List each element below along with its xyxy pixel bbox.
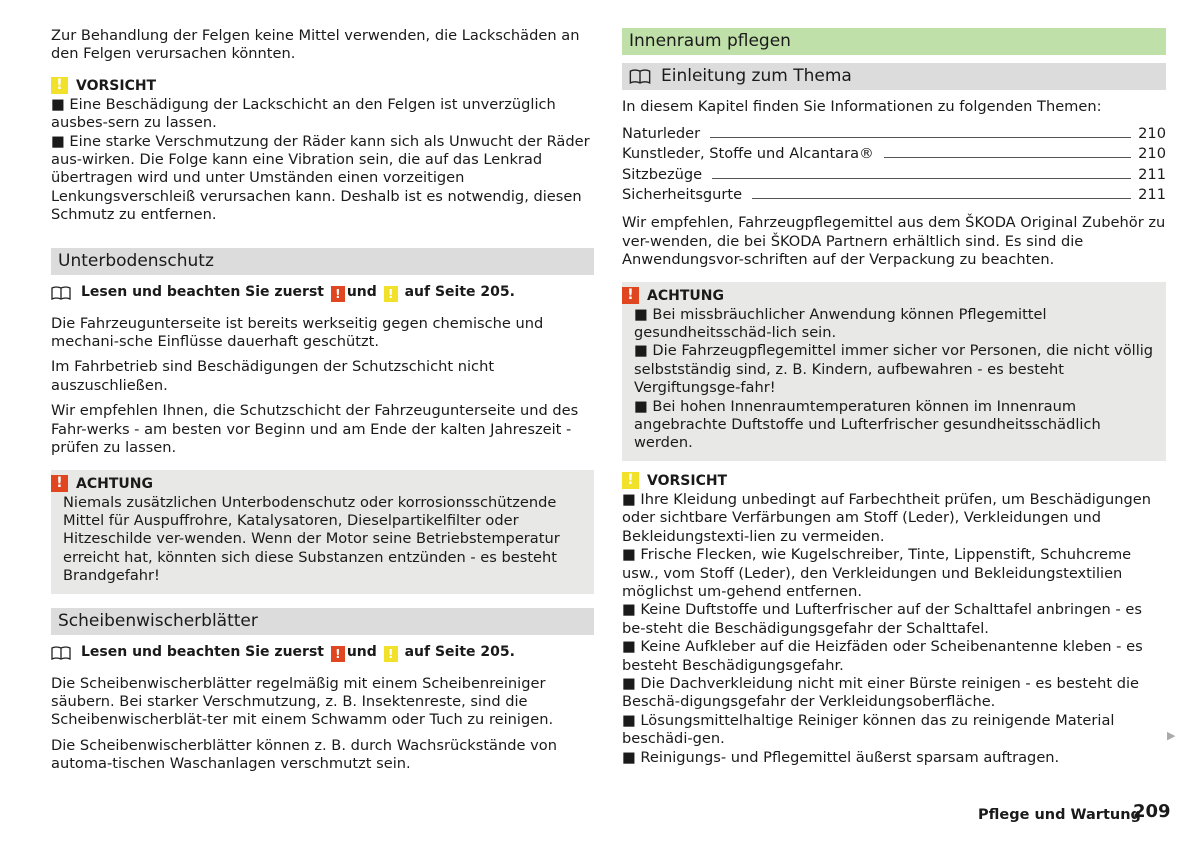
intro-text: In diesem Kapitel finden Sie Informationen zu folgenden Themen: xyxy=(622,98,1102,115)
book-icon xyxy=(51,286,71,300)
left-column xyxy=(51,0,594,774)
vorsicht-title: VORSICHT xyxy=(647,472,728,489)
body-paragraph: Im Fahrbetrieb sind Beschädigungen der Schutzschicht nicht auszuschließen. xyxy=(51,358,495,394)
toc-label: Sitzbezüge xyxy=(622,165,703,183)
footer-section-title: Pflege und Wartung xyxy=(978,807,1141,823)
vorsicht-item: ■ Eine starke Verschmutzung der Räder kann sich als Unwucht der Räder aus-wirken. Die Folge kann eine Vibration sein, die auf das Lenkrad übertragen wird und unter Umständen einen vorzeitigen Lenkungsverschleiß verursachen kann. Deshalb ist es notwendig, diesen Schmutz zu entfernen. xyxy=(51,132,590,224)
book-icon xyxy=(51,646,71,660)
warning-icon: ! xyxy=(384,646,398,662)
reference-line xyxy=(51,643,594,663)
achtung-item: ■ Bei hohen Innenraumtemperaturen können im Innenraum angebrachte Duftstoffe und Lufterfrischer gesundheitsschädlich werden. xyxy=(634,397,1101,452)
toc-label: Kunstleder, Stoffe und Alcantara® xyxy=(622,145,874,162)
toc-label: Naturleder xyxy=(622,124,701,142)
book-icon xyxy=(629,69,651,84)
toc-row xyxy=(622,163,1166,184)
vorsicht-box-innenraum xyxy=(622,471,1166,767)
vorsicht-item: ■ Ihre Kleidung unbedingt auf Farbechtheit prüfen, um Beschädigungen oder sichtbare Verfärbungen am Stoff (Leder), Verkleidungen und Bekleidungstexti-lien zu vermeiden. xyxy=(622,490,1152,545)
vorsicht-item: ■ Eine Beschädigung der Lackschicht an den Felgen ist unverzüglich ausbes-sern zu lassen. xyxy=(51,95,556,132)
recommendation-paragraph: Wir empfehlen, Fahrzeugpflegemittel aus dem ŠKODA Original Zubehör zu ver-wenden, die bei ŠKODA Partnern erhältlich sind. Es sind die Anwendungsvor-schriften auf der Verpackung zu beachten. xyxy=(622,214,1166,269)
toc-page: 211 xyxy=(1138,165,1166,183)
achtung-item: ■ Bei missbräuchlicher Anwendung können Pflegemittel gesundheitsschäd-lich sein. xyxy=(634,305,1047,342)
section-header-unterbodenschutz: Unterbodenschutz xyxy=(51,248,594,275)
warning-icon: ! xyxy=(51,475,68,492)
chapter-header: Innenraum pflegen xyxy=(622,28,1166,55)
toc-row xyxy=(622,184,1166,205)
toc xyxy=(622,122,1166,204)
body-paragraph: Wir empfehlen Ihnen, die Schutzschicht der Fahrzeugunterseite und des Fahr-werks - am besten vor Beginn und am Ende der kalten Jahreszeit - prüfen zu lassen. xyxy=(51,402,579,457)
reference-suffix: auf Seite 205. xyxy=(404,644,515,661)
vorsicht-header xyxy=(51,76,594,96)
reference-and: und xyxy=(346,644,377,661)
body-paragraph: Die Fahrzeugunterseite ist bereits werkseitig gegen chemische und mechani-sche Einflüsse dauerhaft geschützt. xyxy=(51,314,544,351)
achtung-text: Niemals zusätzlichen Unterbodenschutz oder korrosionsschützende Mittel für Auspuffrohre, Katalysatoren, Dieselpartikelfilter oder Hitzeschilde ver-wenden. Wenn der Motor seine Betriebstemperatur erreicht hat, könnten sich diese Substanzen entzünden - es besteht Brandgefahr! xyxy=(63,493,560,585)
achtung-title: ACHTUNG xyxy=(76,475,153,492)
vorsicht-item: ■ Keine Duftstoffe und Lufterfrischer auf der Schalttafel anbringen - es be-steht die Beschädigungsgefahr der Schalttafel. xyxy=(622,601,1142,637)
warning-icon: ! xyxy=(384,286,398,302)
achtung-header xyxy=(622,286,1154,306)
warning-icon: ! xyxy=(331,646,345,662)
warning-icon: ! xyxy=(331,286,345,302)
achtung-header xyxy=(51,474,582,494)
achtung-item: ■ Die Fahrzeugpflegemittel immer sicher vor Personen, die nicht völlig selbstständig sind, z. B. Kindern, aufbewahren - es besteht Vergiftungsge-fahr! xyxy=(634,342,1154,397)
reference-suffix: auf Seite 205. xyxy=(404,284,515,301)
section-header-scheibenwischer: Scheibenwischerblätter xyxy=(51,608,594,635)
vorsicht-header xyxy=(622,471,1166,491)
toc-page: 210 xyxy=(1138,124,1166,142)
warning-icon: ! xyxy=(622,287,639,304)
reference-prefix: Lesen und beachten Sie zuerst xyxy=(81,644,324,661)
warning-icon: ! xyxy=(622,472,639,489)
vorsicht-item: ■ Frische Flecken, wie Kugelschreiber, Tinte, Lippenstift, Schuhcreme usw., vom Stoff (Leder), den Verkleidungen und Bekleidungstextilien möglichst um-gehend entfernen. xyxy=(622,546,1132,600)
reference-line xyxy=(51,283,594,303)
vorsicht-box-felgen xyxy=(51,76,594,225)
toc-row xyxy=(622,143,1166,164)
toc-label: Sicherheitsgurte xyxy=(622,186,743,203)
intro-paragraph: Zur Behandlung der Felgen keine Mittel verwenden, die Lackschäden an den Felgen verursachen könnten. xyxy=(51,27,580,63)
continue-arrow-icon: ▶ xyxy=(1167,729,1176,742)
toc-page: 211 xyxy=(1138,186,1166,203)
vorsicht-item: ■ Die Dachverkleidung nicht mit einer Bürste reinigen - es besteht die Beschä-digungsgefahr der Verkleidungsoberfläche. xyxy=(622,674,1140,711)
toc-page: 210 xyxy=(1138,145,1166,162)
warning-icon: ! xyxy=(51,77,68,94)
reference-and: und xyxy=(346,284,377,301)
achtung-box-unterboden xyxy=(51,470,594,594)
body-paragraph: Die Scheibenwischerblätter regelmäßig mit einem Scheibenreiniger säubern. Bei starker Verschmutzung, z. B. Insektenreste, sind die Scheibenwischerblät-ter mit einem Schwamm oder Tuch zu reinigen. xyxy=(51,674,554,729)
toc-row xyxy=(622,122,1166,143)
vorsicht-item: ■ Lösungsmittelhaltige Reiniger können das zu reinigende Material beschädi-gen. xyxy=(622,711,1115,748)
page-number: 209 xyxy=(1133,801,1171,822)
reference-prefix: Lesen und beachten Sie zuerst xyxy=(81,284,324,301)
achtung-title: ACHTUNG xyxy=(647,287,724,304)
vorsicht-item: ■ Reinigungs- und Pflegemittel äußerst sparsam auftragen. xyxy=(622,748,1060,766)
vorsicht-title: VORSICHT xyxy=(76,77,157,94)
intro-header xyxy=(622,63,1166,90)
achtung-box-innenraum xyxy=(622,282,1166,461)
right-column xyxy=(622,0,1166,767)
intro-title: Einleitung zum Thema xyxy=(661,66,852,86)
body-paragraph: Die Scheibenwischerblätter können z. B. durch Wachsrückstände von automa-tischen Waschanlagen verschmutzt sein. xyxy=(51,736,557,773)
vorsicht-item: ■ Keine Aufkleber auf die Heizfäden oder Scheibenantenne kleben - es besteht Beschädigungsgefahr. xyxy=(622,638,1143,674)
